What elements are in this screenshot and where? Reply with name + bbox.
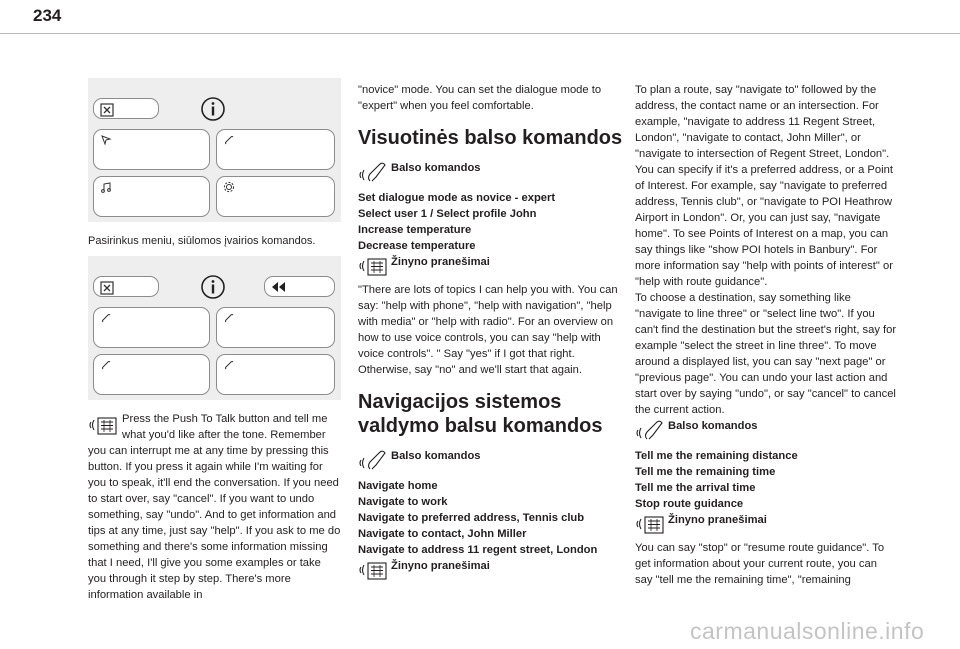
settings-gear-icon bbox=[223, 181, 235, 193]
screen-button-phone bbox=[216, 354, 335, 395]
phone-icon bbox=[100, 359, 112, 371]
voice-menu-screen-illustration-1 bbox=[88, 78, 341, 222]
voice-command-icon bbox=[635, 418, 665, 442]
music-note-icon bbox=[100, 181, 112, 193]
screen-button-close bbox=[93, 98, 159, 119]
column-2 bbox=[358, 82, 623, 582]
voice-menu-screen-illustration-2 bbox=[88, 256, 341, 400]
screen-button-phone bbox=[216, 307, 335, 348]
screen-button-back bbox=[264, 276, 335, 297]
voice-commands-label-row bbox=[358, 160, 623, 184]
general-help-paragraph: "There are lots of topics I can help you with. You can say: "help with phone", "help with navigation", "help with media" or "help with radio". For an overview on how to use voice controls, you can say "help with voice controls". " Say "yes" if I got that right. Otherwise, say "no" and we'll start that again. bbox=[358, 284, 618, 376]
voice-commands-label: Balso komandos bbox=[391, 162, 481, 174]
screen-button-phone bbox=[216, 129, 335, 170]
column-3 bbox=[635, 82, 897, 588]
phone-icon bbox=[223, 359, 235, 371]
screen-button-media bbox=[93, 176, 210, 217]
route-help-messages-label: Žinyno pranešimai bbox=[668, 514, 767, 526]
section-heading-navigation: Navigacijos sistemos valdymo balsu komandos bbox=[358, 391, 603, 437]
continued-paragraph: "novice" mode. You can set the dialogue mode to "expert" when you feel comfortable. bbox=[358, 84, 602, 112]
screen-button-phone bbox=[93, 307, 210, 348]
route-commands-list: Tell me the remaining distance Tell me the remaining time Tell me the arrival time Stop route guidance bbox=[635, 450, 798, 510]
voice-messages-icon bbox=[635, 512, 665, 536]
navigation-arrow-icon bbox=[100, 134, 112, 146]
route-help-messages-label-row bbox=[635, 512, 897, 536]
route-help-paragraph: You can say "stop" or "resume route guidance". To get information about your current route, you can say "tell me the remaining time", "remaining bbox=[635, 542, 885, 586]
route-voice-commands-label-row bbox=[635, 418, 897, 442]
phone-icon bbox=[223, 312, 235, 324]
help-messages-label: Žinyno pranešimai bbox=[391, 256, 490, 268]
info-icon bbox=[200, 274, 226, 300]
voice-messages-icon bbox=[358, 254, 388, 278]
nav-help-messages-label-row bbox=[358, 558, 623, 582]
nav-help-paragraph: To plan a route, say "navigate to" followed by the address, the contact name or an intersection. For example, "navigate to address 11 Regent Street, London", "navigate to contact, John Miller", or "navigate to intersection of Regent Street, London". You can specify if it's a preferred address, or a Point of Interest. For example, say "navigate to preferred address, Tennis club", or "navigate to POI Heathrow Airport in London". Or, you can just say, "navigate home". To see Points of Interest on a map, you can say things like "show POI hotels in Banbury". For more information say "help with points of interest" or "help with route guidance". To choose a destination, say something like "navigate to line three" or "select line two". If you can't find the destination but the street's right, say for example "select the street in line three". To move around a displayed list, you can say "next page" or "previous page". You can undo your last action and start over by saying "undo", or say "cancel" to cancel the current action. bbox=[635, 84, 897, 416]
watermark: carmanualsonline.info bbox=[690, 618, 925, 644]
column-1 bbox=[88, 411, 341, 603]
voice-messages-icon bbox=[88, 413, 118, 437]
phone-icon bbox=[100, 312, 112, 324]
nav-voice-commands-label-row bbox=[358, 448, 623, 472]
rewind-back-icon bbox=[270, 280, 286, 294]
screen-button-navigation bbox=[93, 129, 210, 170]
screen-button-close bbox=[93, 276, 159, 297]
info-icon bbox=[200, 96, 226, 122]
figure-caption: Pasirinkus meniu, siūlomos įvairios komandos. bbox=[88, 235, 316, 247]
intro-paragraph: Press the Push To Talk button and tell me what you'd like after the tone. Remember you can interrupt me at any time by pressing this button. If you press it again while I'm waiting for you to speak, it'll end the conversation. If you need to start over, say "cancel". If you want to undo something, say "undo". And to get information and tips at any time, just say "help". If you ask to me do something and there's some information missing that I need, I'll give you some examples or take you through it step by step. There's more information available in bbox=[88, 413, 341, 601]
screen-button-phone bbox=[93, 354, 210, 395]
voice-command-icon bbox=[358, 448, 388, 472]
close-screen-icon bbox=[100, 103, 114, 117]
nav-voice-commands-label: Balso komandos bbox=[391, 450, 481, 462]
close-screen-icon bbox=[100, 281, 114, 295]
help-messages-label-row bbox=[358, 254, 623, 278]
voice-command-icon bbox=[358, 160, 388, 184]
route-voice-commands-label: Balso komandos bbox=[668, 420, 758, 432]
nav-commands-list: Navigate home Navigate to work Navigate to preferred address, Tennis club Navigate to contact, John Miller Navigate to address 11 regent street, London bbox=[358, 480, 598, 556]
nav-help-messages-label: Žinyno pranešimai bbox=[391, 560, 490, 572]
voice-messages-icon bbox=[358, 558, 388, 582]
phone-icon bbox=[223, 134, 235, 146]
general-commands-list: Set dialogue mode as novice - expert Select user 1 / Select profile John Increase temperature Decrease temperature bbox=[358, 192, 556, 252]
screen-button-settings bbox=[216, 176, 335, 217]
section-heading-general: Visuotinės balso komandos bbox=[358, 127, 623, 149]
page-number: 234 bbox=[33, 6, 62, 25]
header-divider bbox=[0, 33, 960, 34]
